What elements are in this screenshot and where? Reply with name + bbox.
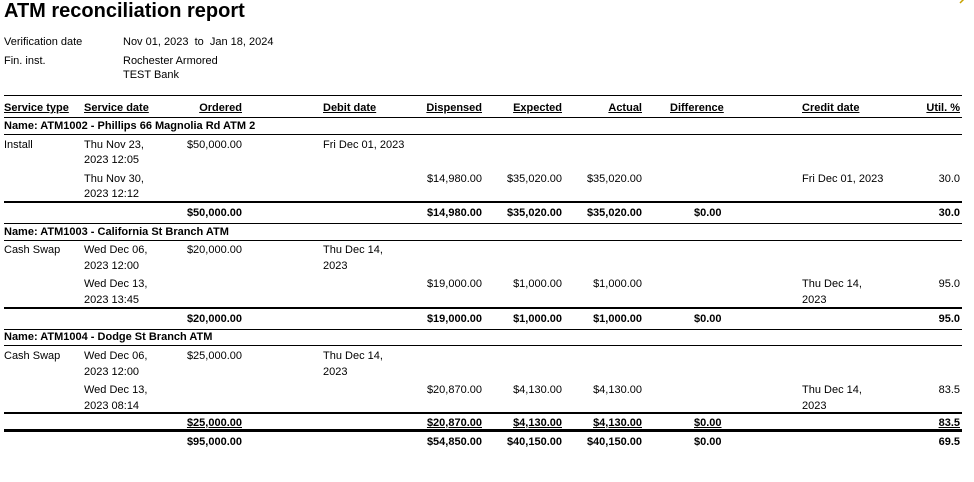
service-date: Wed Dec 13, [84, 384, 148, 396]
grand-total-rule [4, 429, 962, 432]
service-date: Wed Dec 06, [84, 244, 148, 256]
subtotal-expected: $35,020.00 [506, 207, 562, 219]
group-name: Name: ATM1002 - Phillips 66 Magnolia Rd ATM 2 [4, 120, 256, 132]
expected-value: $35,020.00 [506, 173, 562, 185]
credit-date: Fri Dec 01, 2023 [802, 173, 884, 185]
subtotal-difference: $0.00 [694, 313, 722, 325]
col-service-type: Service type [4, 102, 69, 114]
subtotal-rule [4, 201, 962, 203]
group-rule [4, 134, 962, 135]
expected-value: $1,000.00 [513, 278, 562, 290]
expected-value: $4,130.00 [513, 384, 562, 396]
subtotal-expected: $4,130.00 [513, 417, 562, 429]
grand-total-actual: $40,150.00 [586, 436, 642, 448]
group-rule [4, 223, 962, 224]
group-rule [4, 240, 962, 241]
col-actual: Actual [608, 102, 642, 114]
group-name: Name: ATM1003 - California St Branch ATM [4, 226, 229, 238]
service-type: Cash Swap [4, 350, 61, 362]
col-dispensed: Dispensed [426, 102, 482, 114]
service-date: Thu Nov 30, [84, 173, 144, 185]
verification-to-word: to [194, 36, 204, 48]
service-date-time: 2023 12:00 [84, 366, 140, 378]
actual-value: $35,020.00 [586, 173, 642, 185]
credit-date-year: 2023 [802, 294, 827, 306]
subtotal-dispensed: $20,870.00 [426, 417, 482, 429]
subtotal-actual: $1,000.00 [593, 313, 642, 325]
col-service-date: Service date [84, 102, 149, 114]
grand-total-expected: $40,150.00 [506, 436, 562, 448]
subtotal-ordered: $20,000.00 [186, 313, 242, 325]
col-util: Util. % [926, 102, 960, 114]
ordered-value: $20,000.00 [186, 244, 242, 256]
subtotal-rule [4, 307, 962, 309]
service-date: Wed Dec 13, [84, 278, 148, 290]
service-date-time: 2023 12:05 [84, 154, 140, 166]
subtotal-expected: $1,000.00 [513, 313, 562, 325]
dispensed-value: $19,000.00 [426, 278, 482, 290]
util-value: 30.0 [938, 173, 960, 185]
col-ordered: Ordered [199, 102, 242, 114]
dispensed-value: $20,870.00 [426, 384, 482, 396]
credit-date: Thu Dec 14, [802, 384, 862, 396]
credit-date: Thu Dec 14, [802, 278, 862, 290]
fin-inst-line1: Rochester Armored [123, 55, 218, 67]
dispensed-value: $14,980.00 [426, 173, 482, 185]
debit-date-year: 2023 [323, 366, 348, 378]
fin-inst-label: Fin. inst. [4, 55, 46, 67]
subtotal-rule [4, 412, 962, 414]
subtotal-util: 95.0 [938, 313, 960, 325]
corner-mark-icon [958, 0, 968, 4]
actual-value: $4,130.00 [593, 384, 642, 396]
report-title: ATM reconciliation report [4, 0, 245, 22]
subtotal-ordered: $50,000.00 [186, 207, 242, 219]
ordered-value: $25,000.00 [186, 350, 242, 362]
subtotal-difference: $0.00 [694, 417, 722, 429]
service-date: Wed Dec 06, [84, 350, 148, 362]
service-date: Thu Nov 23, [84, 139, 144, 151]
verification-date-label: Verification date [4, 36, 83, 48]
subtotal-actual: $4,130.00 [593, 417, 642, 429]
debit-date: Fri Dec 01, 2023 [323, 139, 405, 151]
fin-inst-line2: TEST Bank [123, 69, 180, 81]
grand-total-ordered: $95,000.00 [186, 436, 242, 448]
subtotal-ordered: $25,000.00 [186, 417, 242, 429]
verification-date-range [123, 36, 274, 48]
grand-total-util: 69.5 [938, 436, 960, 448]
service-date-time: 2023 12:00 [84, 260, 140, 272]
debit-date: Thu Dec 14, [323, 244, 383, 256]
verification-to: Jan 18, 2024 [209, 36, 274, 48]
service-type: Install [4, 139, 33, 151]
col-difference: Difference [670, 102, 724, 114]
debit-date: Thu Dec 14, [323, 350, 383, 362]
col-credit-date: Credit date [802, 102, 860, 114]
service-date-time: 2023 12:12 [84, 188, 140, 200]
col-debit-date: Debit date [323, 102, 377, 114]
util-value: 95.0 [938, 278, 960, 290]
service-date-time: 2023 08:14 [84, 400, 140, 412]
service-date-time: 2023 13:45 [84, 294, 140, 306]
grand-total-dispensed: $54,850.00 [426, 436, 482, 448]
actual-value: $1,000.00 [593, 278, 642, 290]
col-expected: Expected [513, 102, 562, 114]
verification-from: Nov 01, 2023 [123, 36, 189, 48]
subtotal-dispensed: $19,000.00 [426, 313, 482, 325]
group-name: Name: ATM1004 - Dodge St Branch ATM [4, 331, 213, 343]
subtotal-util: 30.0 [938, 207, 960, 219]
util-value: 83.5 [938, 384, 960, 396]
subtotal-util: 83.5 [938, 417, 960, 429]
group-rule [4, 345, 962, 346]
ordered-value: $50,000.00 [186, 139, 242, 151]
credit-date-year: 2023 [802, 400, 827, 412]
subtotal-dispensed: $14,980.00 [426, 207, 482, 219]
service-type: Cash Swap [4, 244, 61, 256]
group-rule [4, 117, 962, 118]
debit-date-year: 2023 [323, 260, 348, 272]
subtotal-actual: $35,020.00 [586, 207, 642, 219]
header-top-rule [4, 95, 962, 96]
grand-total-difference: $0.00 [694, 436, 722, 448]
subtotal-difference: $0.00 [694, 207, 722, 219]
